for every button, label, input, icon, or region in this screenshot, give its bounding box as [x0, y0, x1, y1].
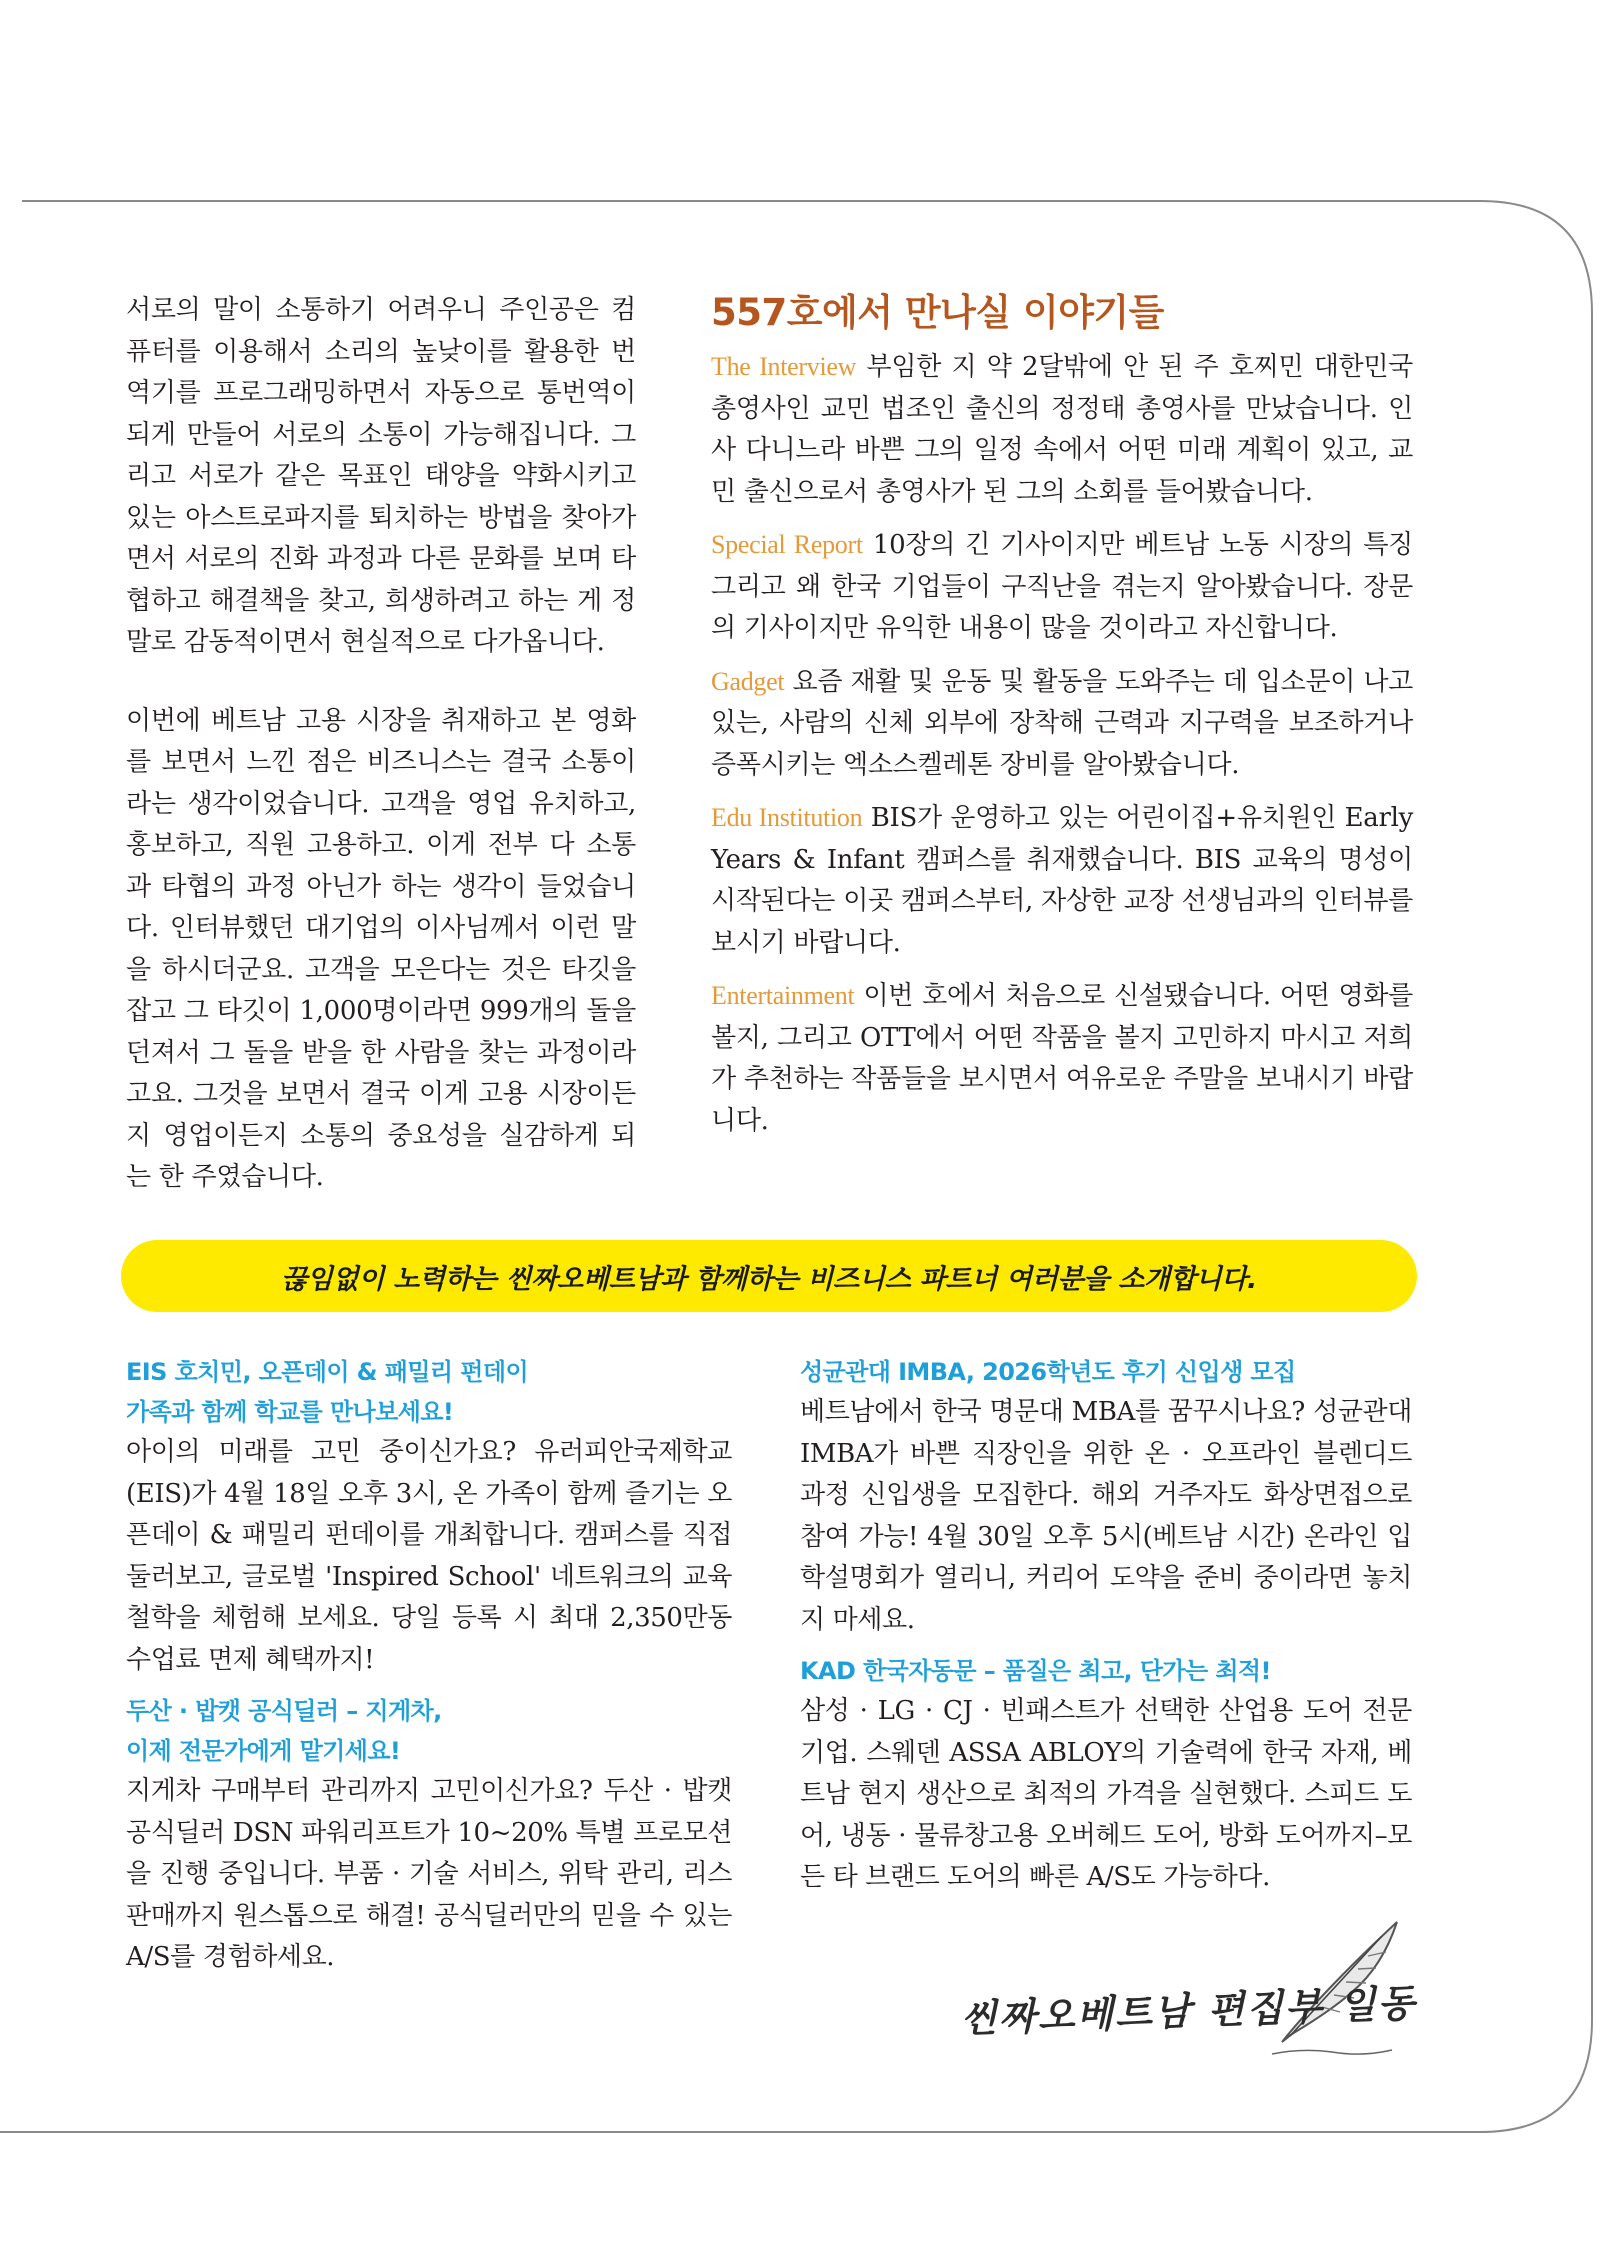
- partner-banner: [121, 1240, 1417, 1312]
- ad-kad-door: [800, 1651, 1412, 1899]
- partner-ads-right: [800, 1352, 1412, 1909]
- partner-ads-left: [126, 1352, 732, 1989]
- story-interview: [711, 346, 1413, 513]
- ad-title: EIS 호치민, 오픈데이 & 패밀리 펀데이: [126, 1358, 529, 1386]
- ad-doosan-bobcat: [126, 1691, 732, 1979]
- story-gadget: [711, 661, 1413, 787]
- story-special-report: [711, 524, 1413, 650]
- story-tag: Entertainment: [711, 981, 855, 1010]
- editorial-left-column: [126, 290, 636, 1199]
- story-tag: Special Report: [711, 530, 863, 559]
- story-tag: Edu Institution: [711, 803, 863, 832]
- issue-contents-column: [711, 290, 1413, 1153]
- ad-body: 지게차 구매부터 관리까지 고민이신가요? 두산 · 밥캣 공식딜러 DSN 파워리프트가 10~20% 특별 프로모션을 진행 중입니다. 부품 · 기술 서비스, 위탁 관리, 리스 판매까지 원스톱으로 해결! 공식딜러만의 믿을 수 있는 A/S를 경험하세요.: [126, 1776, 732, 1972]
- ad-title: 가족과 함께 학교를 만나보세요!: [126, 1398, 454, 1426]
- story-edu-institution: [711, 797, 1413, 964]
- ad-body: 아이의 미래를 고민 중이신가요? 유러피안국제학교(EIS)가 4월 18일 오후 3시, 온 가족이 함께 즐기는 오픈데이 & 패밀리 펀데이를 개최합니다. 캠퍼스를 직접 둘러보고, 글로벌 'Inspired School' 네트워크의 교육 철학을 체험해 보세요. 당일 등록 시 최대 2,350만동 수업료 면제 혜택까지!: [126, 1437, 732, 1675]
- story-text: 요즘 재활 및 운동 및 활동을 도와주는 데 입소문이 나고 있는, 사람의 신체 외부에 장착해 근력과 지구력을 보조하거나 증폭시키는 엑소스켈레톤 장비를 알아봤습니다.: [711, 666, 1413, 780]
- story-tag: The Interview: [711, 352, 857, 381]
- ad-title: 성균관대 IMBA, 2026학년도 후기 신입생 모집: [800, 1358, 1296, 1386]
- story-text: 부임한 지 약 2달밖에 안 된 주 호찌민 대한민국 총영사인 교민 법조인 출신의 정정태 총영사를 만났습니다. 인사 다니느라 바쁜 그의 일정 속에서 어떤 미래 계획이 있고, 교민 출신으로서 총영사가 된 그의 소회를 들어봤습니다.: [711, 352, 1413, 507]
- story-text: 10장의 긴 기사이지만 베트남 노동 시장의 특징 그리고 왜 한국 기업들이 구직난을 겪는지 알아봤습니다. 장문의 기사이지만 유익한 내용이 많을 것이라고 자신합니다.: [711, 530, 1413, 643]
- story-text: BIS가 운영하고 있는 어린이집+유치원인 Early Years & Infant 캠퍼스를 취재했습니다. BIS 교육의 명성이 시작된다는 이곳 캠퍼스부터, 자상한 교장 선생님과의 인터뷰를 보시기 바랍니다.: [711, 803, 1413, 958]
- story-tag: Gadget: [711, 666, 785, 696]
- ad-title: 두산 · 밥캣 공식딜러 – 지게차,: [126, 1697, 442, 1725]
- editorial-paragraph: 이번에 베트남 고용 시장을 취재하고 본 영화를 보면서 느낀 점은 비즈니스는 결국 소통이라는 생각이었습니다. 고객을 영업 유치하고, 홍보하고, 직원 고용하고. 이게 전부 다 소통과 타협의 과정 아닌가 하는 생각이 들었습니다. 인터뷰했던 대기업의 이사님께서 이런 말을 하시더군요. 고객을 모은다는 것은 타깃을 잡고 그 타깃이 1,000명이라면 999개의 돌을 던져서 그 돌을 받을 한 사람을 찾는 과정이라고요. 그것을 보면서 결국 이게 고용 시장이든지 영업이든지 소통의 중요성을 실감하게 되는 한 주였습니다.: [126, 705, 636, 1192]
- editorial-signature: 씬짜오베트남 편집부 일동: [959, 1981, 1418, 2041]
- ad-body: 삼성 · LG · CJ · 빈패스트가 선택한 산업용 도어 전문기업. 스웨덴 ASSA ABLOY의 기술력에 한국 자재, 베트남 현지 생산으로 최적의 가격을 실현했다. 스피드 도어, 냉동 · 물류창고용 오버헤드 도어, 방화 도어까지–모든 타 브랜드 도어의 빠른 A/S도 가능하다.: [800, 1696, 1412, 1892]
- ad-body: 베트남에서 한국 명문대 MBA를 꿈꾸시나요? 성균관대 IMBA가 바쁜 직장인을 위한 온 · 오프라인 블렌디드 과정 신입생을 모집한다. 해외 거주자도 화상면접으로 참여 가능! 4월 30일 오후 5시(베트남 시간) 온라인 입학설명회가 열리니, 커리어 도약을 준비 중이라면 놓치지 마세요.: [800, 1397, 1412, 1635]
- ad-title: 이제 전문가에게 맡기세요!: [126, 1737, 401, 1765]
- ad-skku-imba: [800, 1352, 1412, 1641]
- story-entertainment: [711, 975, 1413, 1142]
- story-text: 이번 호에서 처음으로 신설됐습니다. 어떤 영화를 볼지, 그리고 OTT에서 어떤 작품을 볼지 고민하지 마시고 저희가 추천하는 작품들을 보시면서 여유로운 주말을 보내시기 바랍니다.: [711, 981, 1413, 1136]
- partner-banner-text: 끊임없이 노력하는 씬짜오베트남과 함께하는 비즈니스 파트너 여러분을 소개합니다.: [280, 1263, 1258, 1295]
- ad-eis: [126, 1352, 732, 1681]
- editorial-paragraph: 서로의 말이 소통하기 어려우니 주인공은 컴퓨터를 이용해서 소리의 높낮이를 활용한 번역기를 프로그래밍하면서 자동으로 통번역이 되게 만들어 서로의 소통이 가능해집니다. 그리고 서로가 같은 목표인 태양을 약화시키고 있는 아스트로파지를 퇴치하는 방법을 찾아가면서 서로의 진화 과정과 다른 문화를 보며 타협하고 해결책을 찾고, 희생하려고 하는 게 정말로 감동적이면서 현실적으로 다가옵니다.: [126, 295, 636, 657]
- ad-title: KAD 한국자동문 – 품질은 최고, 단가는 최적!: [800, 1657, 1271, 1685]
- section-title: 557호에서 만나실 이야기들: [711, 291, 1164, 334]
